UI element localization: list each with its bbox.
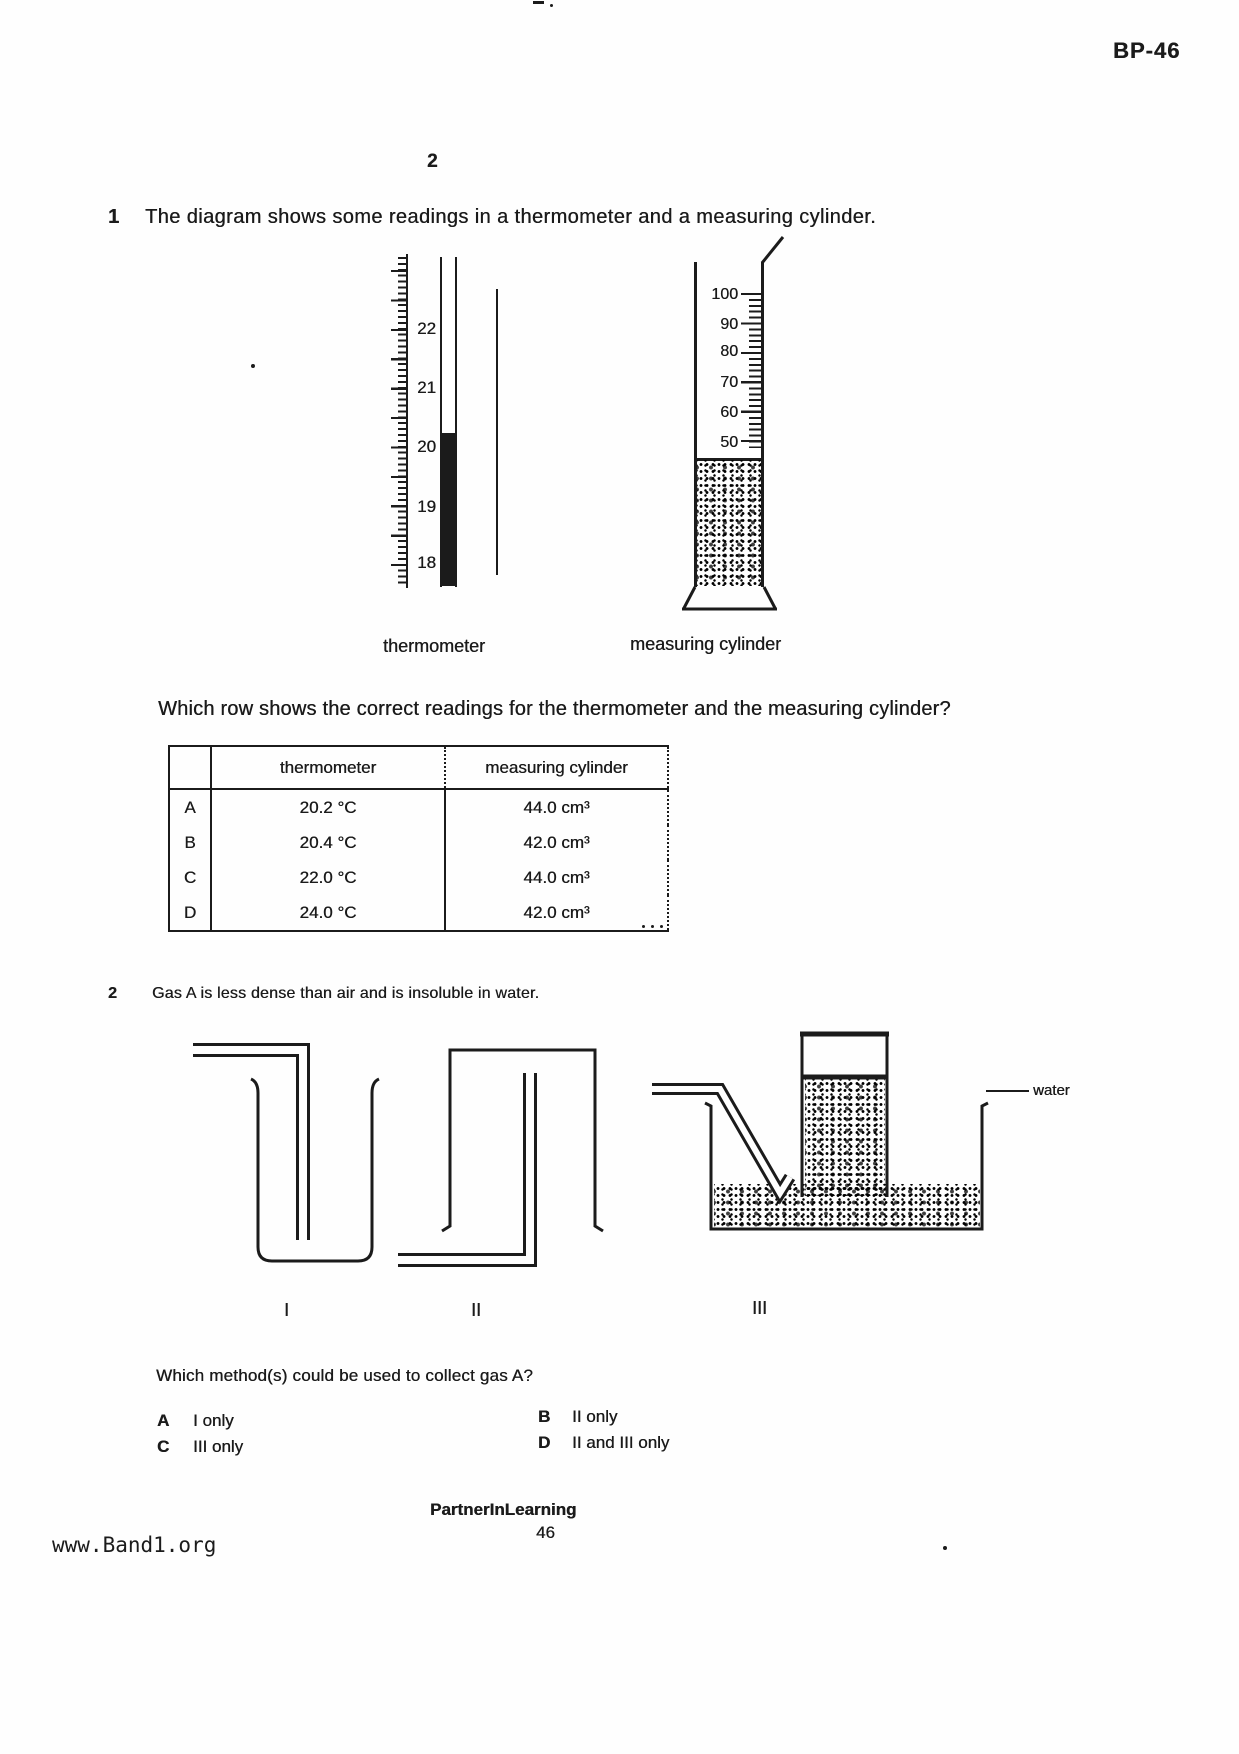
- q2-number: 2: [108, 985, 117, 1002]
- delivery-tube-2-bore: [398, 1073, 530, 1260]
- cylinder-scale-70: 70: [720, 374, 738, 391]
- scan-artifact: [533, 1, 544, 4]
- option-letter-b: B: [538, 1407, 551, 1426]
- cylinder-scale-50: 50: [720, 434, 738, 451]
- thermometer-mercury-column: [440, 433, 457, 586]
- paper-code: BP-46: [1113, 38, 1181, 63]
- cylinder-caption: measuring cylinder: [630, 634, 782, 654]
- cylinder-left-wall: [694, 262, 697, 587]
- option-letter-c: C: [157, 1437, 170, 1456]
- option-letter: B: [184, 832, 196, 852]
- method-label-1: I: [284, 1300, 290, 1320]
- thermometer-scale-20: 20: [417, 437, 436, 456]
- cylinder-major-ticks: [741, 293, 761, 445]
- delivery-tube-3-bore: [652, 1089, 790, 1193]
- cylinder-scale-100: 100: [711, 286, 738, 303]
- option-letter: C: [183, 867, 197, 887]
- gas-collection-diagram: [180, 1025, 1080, 1280]
- option-text-d: II and III only: [572, 1433, 670, 1452]
- page-number-bottom: 46: [536, 1523, 555, 1542]
- thermometer-scale-19: 19: [417, 497, 436, 516]
- table-header-thermometer: thermometer: [211, 746, 445, 789]
- option-text-c: III only: [193, 1437, 244, 1456]
- table-row: [169, 895, 668, 931]
- cylinder-spout: [762, 237, 783, 263]
- cylinder-scale-60: 60: [720, 404, 738, 421]
- scan-artifact: [943, 1546, 947, 1550]
- delivery-tube-1-bore: [193, 1050, 303, 1240]
- option-text-a: I only: [193, 1411, 234, 1430]
- method-label-3: III: [752, 1298, 768, 1318]
- footer-brand: PartnerInLearning: [430, 1500, 577, 1519]
- q2-prompt: Gas A is less dense than air and is insoluble in water.: [152, 985, 540, 1002]
- table-row: [169, 825, 668, 860]
- table-row: [169, 860, 668, 895]
- option-letter-d: D: [538, 1433, 551, 1452]
- thermometer-scale-18: 18: [417, 553, 436, 572]
- method-label-2: II: [471, 1300, 482, 1320]
- q1-answer-table: [168, 745, 669, 932]
- gas-jar-2: [442, 1050, 603, 1231]
- scan-artifact: [550, 4, 553, 7]
- thermometer-scale-spine: [406, 254, 408, 588]
- gas-jar-3-walls: [802, 1033, 887, 1197]
- delivery-tube-2-outer: [398, 1073, 530, 1260]
- thermometer-scale-21: 21: [417, 378, 436, 397]
- water-label: water: [1033, 1082, 1070, 1099]
- cylinder-reading: 42.0 cm³: [445, 825, 668, 860]
- delivery-tube-1-outer: [193, 1050, 303, 1240]
- cylinder-reading: 44.0 cm³: [445, 860, 668, 895]
- table-corner-cell: [169, 746, 211, 789]
- cylinder-right-wall: [761, 262, 764, 587]
- table-row: [169, 789, 668, 825]
- thermometer-reading: 24.0 °C: [211, 895, 445, 931]
- q1-number: 1: [108, 206, 120, 228]
- thermometer-caption: thermometer: [383, 636, 486, 656]
- thermometer-reading: 22.0 °C: [211, 860, 445, 895]
- gas-jar-1: [251, 1079, 379, 1261]
- cylinder-reading: 42.0 cm³: [445, 895, 668, 931]
- cylinder-scale-80: 80: [720, 343, 738, 360]
- option-text-b: II only: [572, 1407, 618, 1426]
- water-trough: [705, 1103, 988, 1229]
- q1-prompt: The diagram shows some readings in a thermometer and a measuring cylinder.: [145, 206, 877, 228]
- cylinder-base: [682, 587, 777, 609]
- thermometer-reading: 20.4 °C: [211, 825, 445, 860]
- cylinder-reading: 44.0 cm³: [445, 789, 668, 825]
- cylinder-scale-90: 90: [720, 316, 738, 333]
- scan-artifact: [251, 364, 255, 368]
- option-letter: D: [183, 902, 197, 922]
- option-letter: A: [184, 797, 196, 817]
- thermometer-reading: 20.2 °C: [211, 789, 445, 825]
- table-header-cylinder: measuring cylinder: [445, 746, 668, 789]
- table-header-row: [169, 746, 668, 789]
- thermometer-outer-wall: [496, 289, 498, 575]
- option-letter-a: A: [157, 1411, 170, 1430]
- thermometer-major-ticks: [391, 270, 406, 580]
- footer-website: www.Band1.org: [52, 1533, 217, 1557]
- page-number-top: 2: [427, 151, 438, 172]
- thermometer-scale-22: 22: [417, 319, 436, 338]
- q1-question: Which row shows the correct readings for the thermometer and the measuring cylinder?: [158, 698, 951, 720]
- q2-question: Which method(s) could be used to collect gas A?: [156, 1366, 533, 1385]
